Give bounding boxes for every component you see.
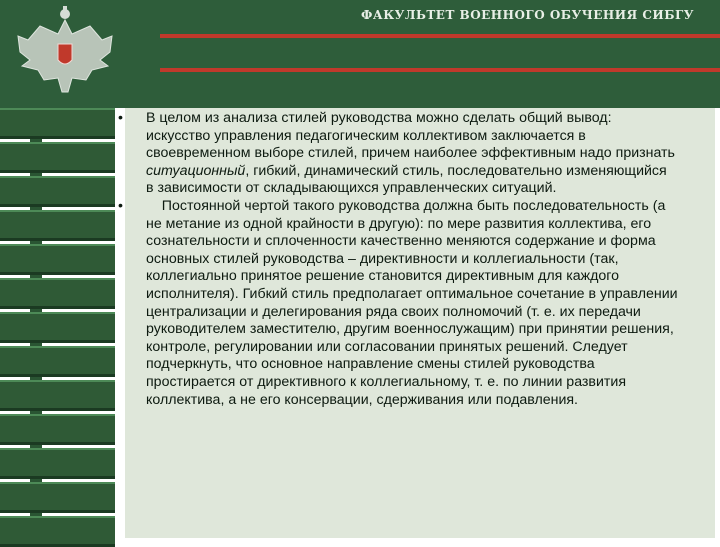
bullet-marker: •	[118, 197, 123, 214]
emphasized-term: ситуационный	[146, 162, 246, 179]
red-stripe-top	[160, 34, 720, 38]
list-item	[118, 110, 678, 198]
red-stripe-bottom	[160, 68, 720, 72]
slide-text	[118, 110, 682, 409]
double-headed-eagle-emblem-icon	[0, 0, 130, 108]
list-item	[118, 197, 682, 409]
faculty-title: ФАКУЛЬТЕТ ВОЕННОГО ОБУЧЕНИЯ СИБГУ	[361, 8, 694, 22]
bullet-text-part: , гибкий, динамический стиль, последовательно изменяющийся в зависимости от складывающихся управленческих ситуаций.	[146, 162, 667, 197]
bullet-text-part: В целом из анализа стилей руководства можно сделать общий вывод: искусство управления педагогическим коллективом заключается в своевременном выборе стилей, причем наиболее эффективным надо признать	[146, 110, 675, 162]
left-decorative-bar	[0, 108, 125, 540]
bullet-text: Постоянной чертой такого руководства должна быть последовательность (а не метание из одной крайности в другую): по мере развития коллектива, его сознательности и сплоченности качественно меняются содержание и форма основных стилей руководства – директивности и коллегиальности (так, коллегиально принятое решение становится директивным для каждого исполнителя). Гибкий стиль предполагает оптимальное сочетание в управлении централизации и делегирования ряда своих полномочий (т. е. их передачи руководителем заместителю, другим военнослужащим) при принятии решения, контроле, регулировании или согласовании принятых решений. Следует подчеркнуть, что основное направление смены стилей руководства простирается от директивного к коллегиальному, т. е. по линии развития коллектива, а не его консервации, сдерживания или подавления.	[146, 197, 682, 408]
bullet-marker: •	[118, 110, 123, 126]
